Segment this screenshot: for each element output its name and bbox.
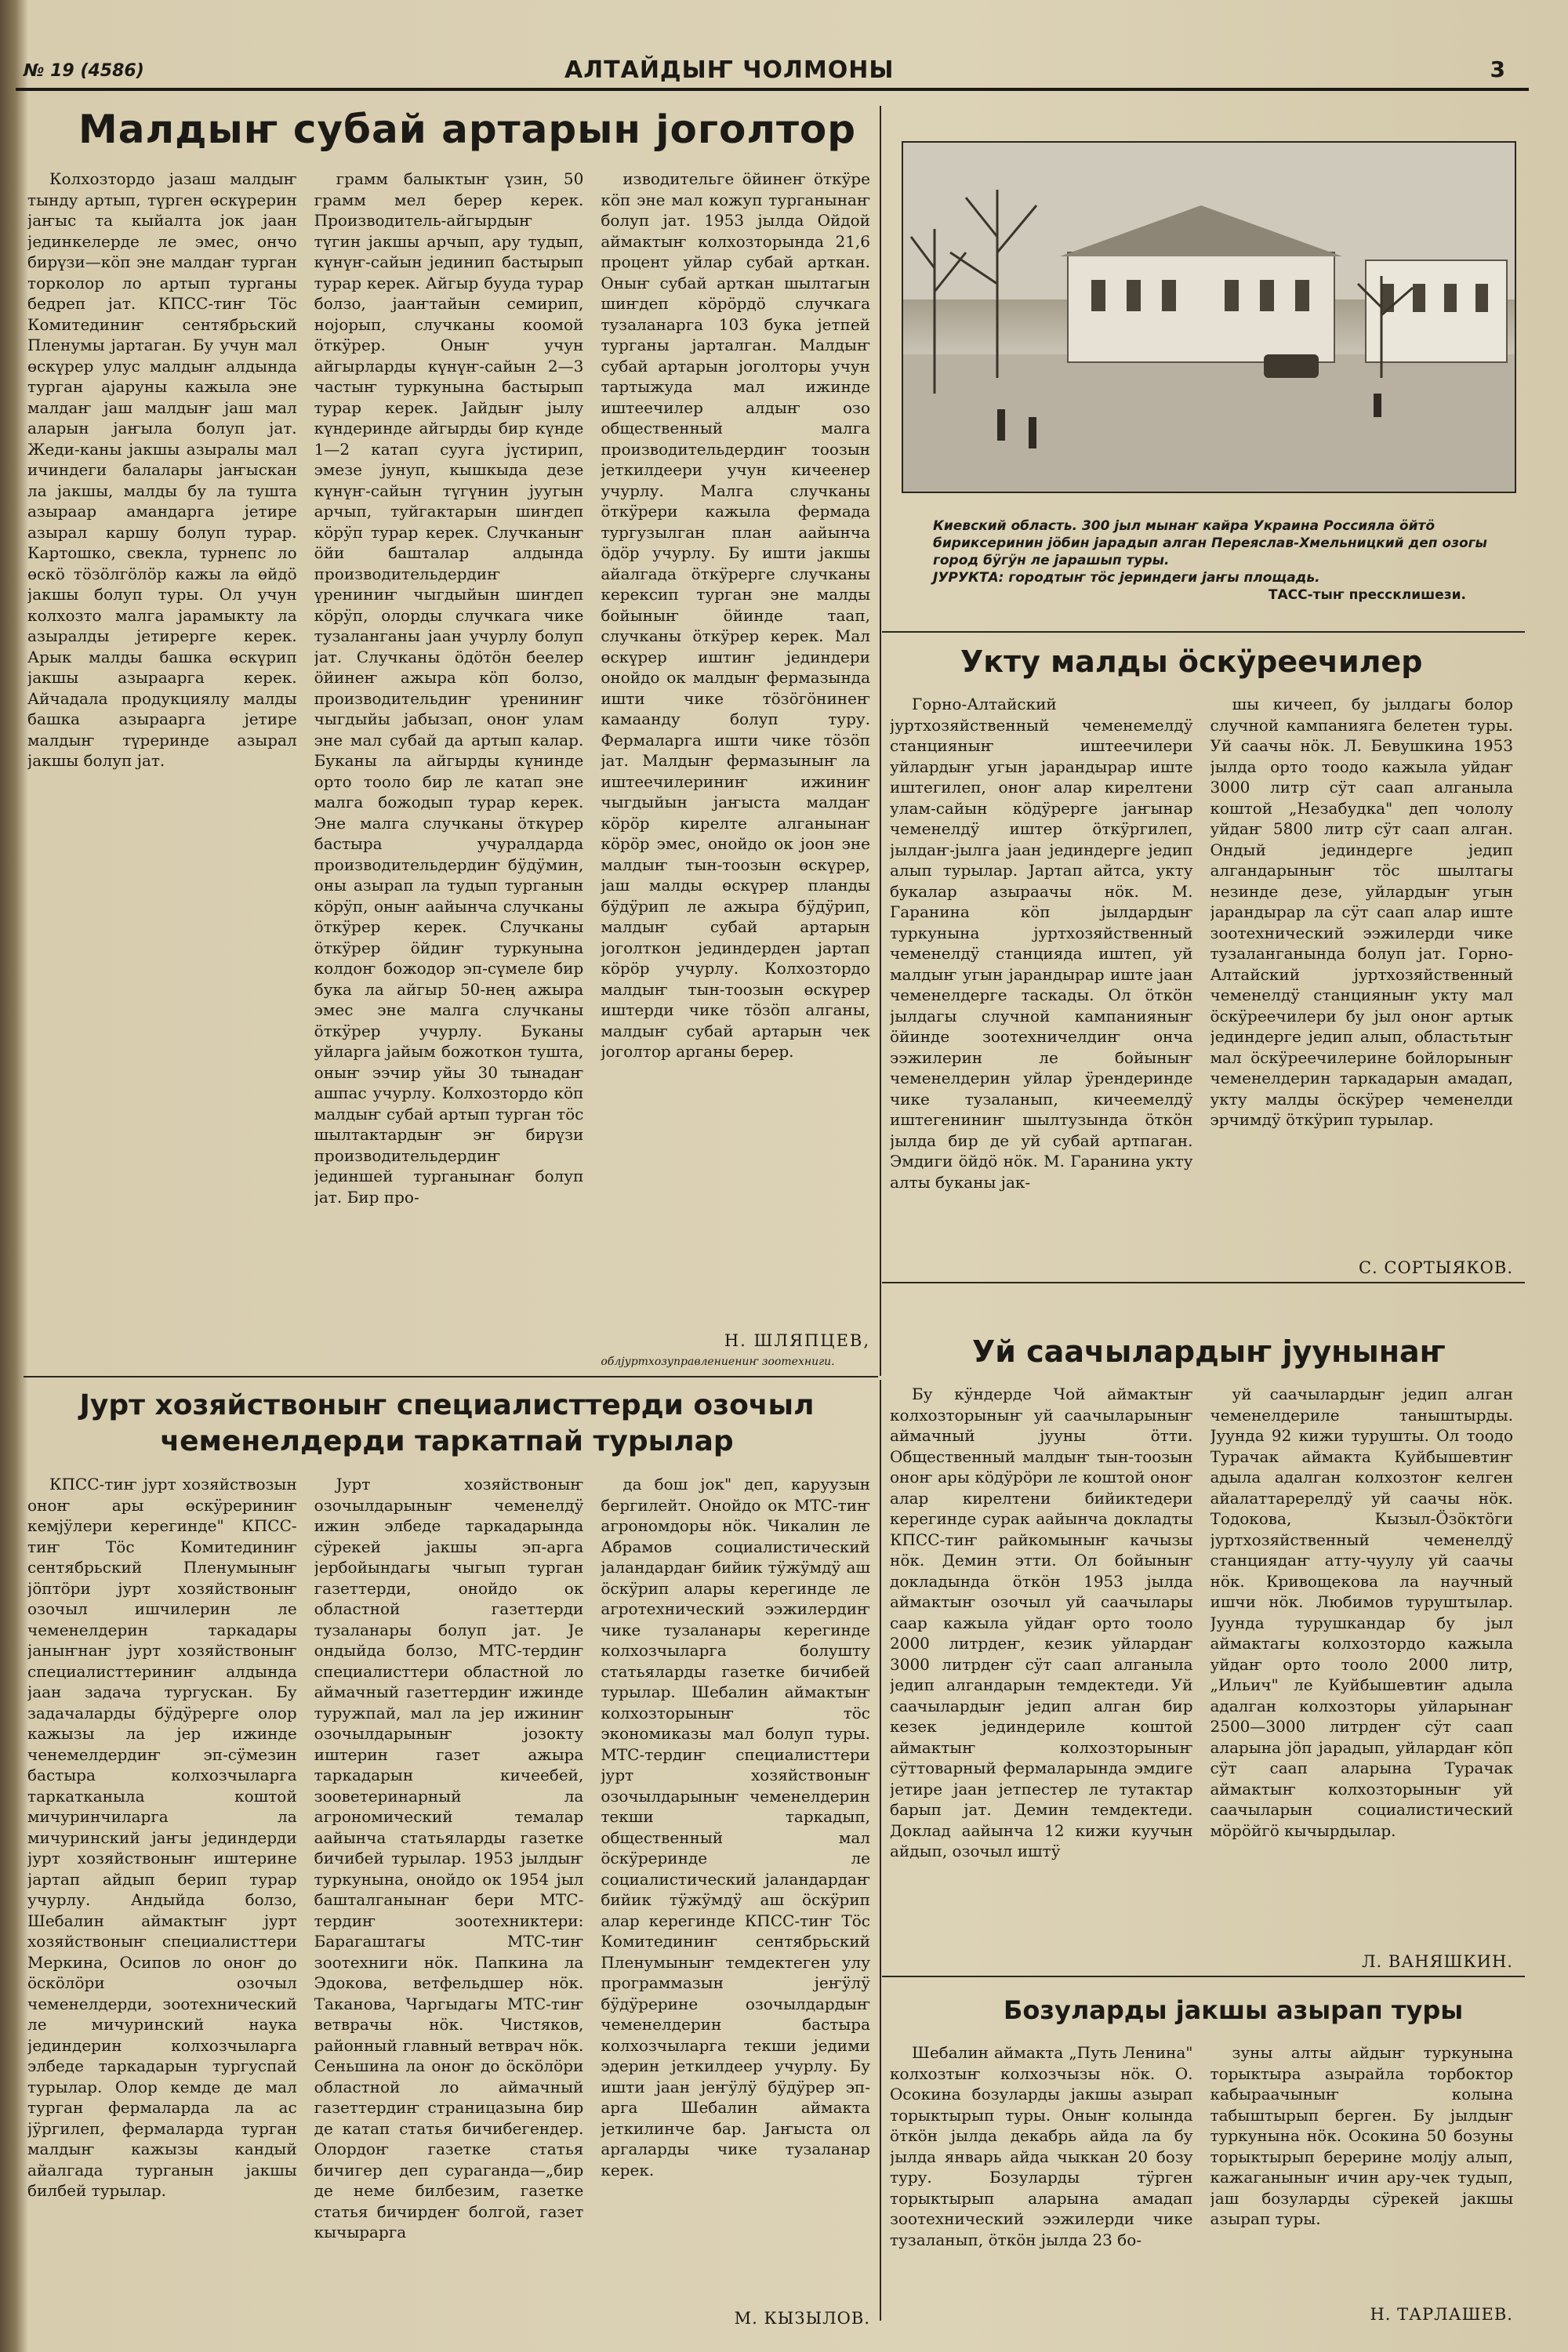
section-rule	[882, 1282, 1525, 1283]
article-column: Јурт хозяйствоныҥ озочылдарыныҥ чеменелдӱ ижин элбеде таркадарында сӱрекей јакшы эп-арга јербойындагы чыгып турган газеттерди, онойдо ок областной газеттерди тузаланары болуп јат. Је ондыйда болзо, МТС-тердиҥ специалисттери областной ло аймачный газеттердиҥ ижинде туружпай, мал ла јер ижиниҥ озочылдарыныҥ јозокту иштерин газет ажыра таркадарын кичеебей, зооветеринарный ла агрономический темалар аайынча статьяларды газетке бичибей турылар. 1953 јылдыҥ туркунына, онойдо ок 1954 јыл башталганынаҥ бери МТС-тердиҥ зоотехниктери: Барагаштагы МТС-тиҥ зоотехниги нӧк. Папкина ла Эдокова, ветфельдшер нӧк. Таканова, Чаргыдагы МТС-тиҥ ветврачы нӧк. Чистяков, районный главный ветврач нӧк. Сеньшина ла оноҥ до ӧскӧлӧри областной ло аймачный газеттердиҥ страницазына бир де катап статья бичибегендер. Олордоҥ газетке статья бичигер деп сураганда—„бир де неме билбезим, газетке статья бичирдеҥ болгой, газет кычыраргa	[314, 1475, 584, 2241]
page-header	[24, 55, 1521, 86]
article-headline: Јурт хозяйствоныҥ специалисттерди озочыл чеменелдерди таркатпай турылар	[79, 1389, 815, 1457]
article-specialists-body	[27, 1474, 870, 2328]
city-square-image	[903, 143, 1515, 492]
issue-number: № 19 (4586)	[24, 61, 144, 81]
author-position: облјуртхозуправлениениҥ зоотехниги.	[601, 1355, 835, 1368]
article-milkmaids-body	[890, 1384, 1513, 1972]
photo-caption	[933, 517, 1497, 604]
article-text: изводительге ӧйинеҥ ӧткӱре кӧп эне мал кожуп турганынаҥ болуп јат. 1953 јылда Ойдой аймактыҥ колхозторында 21,6 процент уйлар субай арткан. Оныҥ субай арткан шылтагын шиҥдеп кӧрӧрдӧ случкага тузаланарга 103 бука јетпей турганы јарталган. Малдыҥ субай артарын јоголторы учун тартыжуда мал ижинде иштеечилер алдыҥ озо общественный малга производительдердиҥ тоозын јеткилдеери учун кичеенер учурлу. Малга случканы ӧткӱрери кажыла фермада тургузылган план аайынча ӧдӧр учурлу. Бу ишти јакшы айалгада ӧткӱрерге случканы керексип турган эне малды бойыныҥ ӧйинде таап, случканы ӧткӱрер керек. Мал өскүрер иштиҥ јединдери онойдо ок малдыҥ фермазында ишти чике тӧзӧгӧнинеҥ камаанду болуп туру. Фермаларга ишти чике тӧзӧп јат. Малдыҥ фермазыныҥ ла иштеечилериниҥ ижиниҥ чыгдыйын јаҥыста малдаҥ кӧрӧр кирелте алганынаҥ кӧрӧр эмес, онойдо ок јоон эне малдыҥ тын-тоозын өскүрер, јаш малды өскүрер планды бӱдӱрип ле ажыра бӱдӱрип, малдыҥ субай артарын јоголткон јединдерден јартап кӧрӧр учурлу. Колхозтордо малдыҥ тын-тоозын өскүрер иштерди чике тӧзӧп алганы, малдыҥ субай артарын чек јоголтор арганы берер.	[601, 169, 871, 1061]
photo-credit: ТАСС-тыҥ прессклишези.	[1268, 587, 1466, 603]
article-author: М. КЫЗЫЛОВ.	[734, 2308, 871, 2328]
article-author: Л. ВАНЯШКИН.	[1361, 1951, 1513, 1971]
article-breeders	[960, 643, 1509, 681]
column-divider	[880, 1380, 881, 2321]
article-author: Н. ШЛЯПЦЕВ,	[724, 1331, 871, 1350]
article-specialists	[24, 1388, 870, 1460]
article-column-last	[1210, 694, 1514, 1278]
column-divider	[880, 106, 881, 1376]
newspaper-title: АЛТАЙДЫҤ ЧОЛМОНЫ	[564, 56, 895, 84]
section-rule	[882, 631, 1525, 633]
page-number: 3	[1490, 56, 1505, 82]
article-breeders-body	[890, 694, 1513, 1278]
article-column: Шебалин аймакта „Путь Ленина" колхозтыҥ колхозчызы нӧк. О. Осокина бозуларды јакшы азырап торыктырып туры. Оныҥ колында ӧткӧн јылда декабрь айда ла бу јылда январь айда чыккан 20 бозу туру. Бозуларды тӱрген торыктырып аларына амадап зоотехнический ээжилерди чике тузаланып, ӧткӧн јылда 23 бо-	[890, 2043, 1193, 2249]
news-photo	[902, 141, 1516, 493]
article-livestock-body	[27, 169, 870, 1372]
article-column: Колхозтордо јазаш малдыҥ тынду артып, түрген өскүрерин јаҥыс та кыйалта јок јаан јединкелерде ле эмес, ончо бирүзи—кӧп эне малдаҥ турган торколор ло артып турганы бедреп јат. КПСС-тиҥ Тӧс Комитединиҥ сентябрьский Пленумы јартаган. Бу учун мал өскүрер улус малдыҥ алдында турган ајаруны кажыла эне малдаҥ јаш малдыҥ јаш мал аларын јаҥыла болуп јат. Жеди-каны јакшы азыралы мал ичиндеги балалары јаҥыскан ла јакшы, малды бу ла тушта азыраар амандарга јетире азырал каршу болуп турар. Картошко, свекла, турнепс ло өскӧ тӧзӧлгӧлӧр кажы ла өйдӧ јакшы болуп туры. Ол учун колхозто малга јарамыкту ла азыралды јетирерге керек. Арык малды башка өскүрип јакшы азыраарга керек. Айчадала продукциялу малды башка азыраарга јетире малдыҥ түреринде азырал јакшы болуп јат.	[27, 169, 297, 770]
header-rule	[16, 88, 1529, 91]
article-livestock	[78, 106, 870, 153]
article-milkmaids	[972, 1333, 1521, 1370]
article-column-last	[1210, 2042, 1514, 2325]
article-calves-body	[890, 2042, 1513, 2325]
section-rule	[882, 1976, 1525, 1977]
article-text: уй саачылардыҥ једип алган чеменелдериле таныштырды. Јуунда 92 кижи турушты. Ол тоодо Турачак аймакта Куйбышевтиҥ адыла адалган колхозтоҥ келген айалаттаререлдӱ уй саачы нӧк. Тодокова, Кызыл-Ӧзӧктӧги јуртхозяйственный чеменелдӱ станциядаҥ атту-чуулу уй саачы нӧк. Кривощекова ла научный ишчи нӧк. Любимов туруштылар. Јуунда турушкандар бу јыл аймактагы колхозтордо кажыла уйдаҥ орто тооло 2000 литр, „Ильич" ле Куйбышевтиҥ адыла адалган колхозторы уйларынаҥ 2500—3000 литрдеҥ сӱт саап аларына јӧп јарадып, уйлардаҥ кӧп сӱт саап аларына Турачак аймактыҥ колхозторыныҥ уй саачыларын социалистический мӧрӧйгӧ кычырдылар.	[1210, 1385, 1513, 1840]
caption-subtitle: ЈУРУКТА: городтыҥ тӧс јериндеги јаҥы площадь.	[933, 570, 1320, 586]
article-headline: Уй саачылардыҥ јуунынаҥ	[972, 1334, 1446, 1369]
article-column: Бу кӱндерде Чой аймактыҥ колхозторыныҥ уй саачыларыныҥ аймачный јууны ӧтти. Общественный малдыҥ тын-тоозын оноҥ ары кӧдӱрӧри ле коштой оноҥ алар кирелтени бийиктедери керегинде сурак аайынча докладты КПСС-тиҥ райкомыныҥ качызы нӧк. Демин этти. Ол бойыныҥ докладында ӧткӧн 1953 јылда аймактыҥ озочыл уй саачылары саар кажыла уйдаҥ орто тооло 2000 литрдеҥ, кезик уйлардаҥ 3000 литрдеҥ сӱт саап алганыла једип алгандарын темдектеди. Уй саачылардыҥ једип алган бир кезек јединдериле коштой аймактыҥ колхозторыныҥ сӱттоварный фермаларында эмдиге јетире јаан јетпестер ле тутактар барып јат. Демин темдектеди. Доклад аайынча 12 кижи куучын айдып, озочыл иштӱ	[890, 1385, 1193, 1860]
section-rule	[24, 1376, 878, 1377]
article-column: КПСС-тиҥ јурт хозяйствозын оноҥ ары өскӱрериниҥ кемјӱлери керегинде" КПСС-тиҥ Тӧс Комитединиҥ сентябрьский Пленумыныҥ јӧптӧри јурт хозяйствоныҥ озочыл ишчилерин ле чеменелдерин таркадары јаныҥнаҥ јурт хозяйствоныҥ специалисттериниҥ алдында јаан задача тургускан. Бу задачаларды бӱдӱрерге олор кажызы ла јер ижинде ченемелдердиҥ эп-сӱмезин бастыра колхозчыларга таркатканыла коштой мичуринчиларга ла мичуринский јаҥы јединдерди јурт хозяйствоныҥ иштерине јартап айдып берип турар учурлу. Андыйда болзо, Шебалин аймактыҥ јурт хозяйствоныҥ специалисттери Меркина, Осипов ло оноҥ до ӧскӧлӧри озочыл чеменелдерди, зоотехнический ле мичуринский наука јединдерин колхозчыларга элбеде таркадарын тургуспай турылар. Олор кемде де мал турган фермаларда ла ас јӱргилеп, фермаларда турган малдыҥ кажызы кандый айалгада турганын јакшы билбей турылар.	[27, 1475, 297, 2200]
article-headline: Малдыҥ субай артарын јоголтор	[78, 107, 857, 152]
article-author: Н. ТАРЛАШЕВ.	[1370, 2304, 1513, 2324]
article-text: шы кичееп, бу јылдагы болор случной кампанияга белетен туры. Уй саачы нӧк. Л. Бевушкина 1953 јылда орто тоодо кажыла уйдаҥ 3000 литр сӱт саап алганыла коштой „Незабудка" деп чололу уйдаҥ 5800 литр сӱт саап алган. Ондый јединдерге једип алгандарыныҥ тӧс шылтагы незинде дезе, уйлардыҥ угын јарандырар ла сӱт саап алар иште зоотехнический ээжилерди чике тузаланганында болуп јат. Горно-Алтайский јуртхозяйственный чеменелдӱ станцияныҥ укту мал ӧскӱреечилери бу јыл оноҥ артык јединдерге једип алып, областьтыҥ мал ӧскӱреечилерине бойлорыныҥ чеменелдерин таркадарын амадап, укту малды ӧскӱрер чеменелди эрчимдӱ ӧткӱрип турылар.	[1210, 695, 1513, 1129]
article-author: С. СОРТЫЯКОВ.	[1358, 1258, 1513, 1277]
article-column: Горно-Алтайский јуртхозяйственный чеменемелдӱ станцияныҥ иштеечилери уйлардыҥ угын јарандырар иште иштегилеп, оноҥ алар кирелтени улам-сайын кӧдӱрерге јаҥынар чеменелдӱ иштер ӧткӱргилеп, јылдаҥ-јылга јаан јединдерге једип алып турылар. Јартап айтса, укту букалар азыраачы нӧк. М. Гаранина кӧп јылдардыҥ туркунына јуртхозяйственный чеменелдӱ станцияда иштеп, уй малдыҥ угын јарандырар иште јаан чеменелдерге таскады. Ол ӧткӧн јылдагы случной кампанияныҥ ӧйинде зоотехничелдиҥ онча ээжилерин ле бойыныҥ чеменелдерин уйлар ӱрендеринде чике тузаланып, кичеемелдӱ иштегениниҥ шылтузында ӧткӧн јылда бир де уй субай артпаган. Эмдиги ӧйдӧ нӧк. М. Гаранина укту алты буканы јак-	[890, 695, 1193, 1192]
caption-text: Киевский область. 300 јыл мынаҥ кайра Украина Россияла ӧйтӧ бириксеринин јӧбин јарадып алган Переяслав-Хмельницкий деп озогы город бӱгӱн ле јарашып туры.	[933, 518, 1487, 568]
article-column-last	[601, 1474, 870, 2328]
article-headline: Бозуларды јакшы азырап туры	[1004, 1995, 1464, 2025]
article-column: грамм балыктыҥ үзин, 50 грамм мел берер керек. Производитель-айгырдыҥ түгин јакшы арчып, ару тудып, күнүҥ-сайын јединип бастырып турар керек. Айгыр бууда турар болзо, јааҥтайын семирип, нојорып, случканы коомой ӧткӱрер. Оныҥ учун айгырларды күнүҥ-сайын 2—3 частыҥ туркунына бастырып турар керек. Јайдыҥ јылу күндеринде айгырды бир күнде 1—2 катап суугa јүстирип, эмезе јунуп, кышкыда дезе күнүҥ-сайын түгүнин јуугын арчып, туйгактарын шиҥдеп кӧрӱп турар керек. Случканыҥ ӧйи башталар алдында производительдердиҥ үрениниҥ чыгдыйын шиҥдеп кӧрӱп, олорды случкага чике тузаланганы јаан учурлу болуп јат. Случканы ӧдӧтӧн беелер ӧйинеҥ ажыра кӧп болзо, производительдиҥ үрениниҥ чыгдыйы јабызап, оноҥ улам эне мал субай да артып калар. Буканы ла айгырды күнинде орто тооло бир ле катап эне малга божодып турар керек. Эне малга случканы ӧткүрер бастыра учуралдарда производительдердиҥ бӱдӱмин, оны азырап ла тудып турганын кӧрӱп, оныҥ аайынча случканы ӧткӱрер керек. Случканы ӧткӱрер ӧйдиҥ туркунына колдоҥ божодор эп-сүмеле бир бука ла айгыр 50-нең ажыра эмес эне малга случканы ӧткӱрер учурлу. Буканы уйларга јайым божоткон тушта, оныҥ ээчир уйы 30 тынадаҥ ашпас учурлу. Колхозтордо кӧп малдыҥ субай артып турган тӧс шылтактардыҥ эҥ бирүзи производительдердиҥ јединшей турганынаҥ болуп јат. Бир про-	[314, 169, 584, 1207]
article-column-last	[1210, 1384, 1514, 1972]
article-column-last	[601, 169, 870, 1372]
article-text: да бош јок" деп, каруузын бергилейт. Онойдо ок МТС-тиҥ агрономдоры нӧк. Чикалин ле Абрамов социалистический јаландардаҥ бийик тӱжӱмдӱ аш ӧскӱрип алары керегинде ле агротехнический ээжилердиҥ чике тузаланары керегинде колхозчыларга болушту статьяларды газетке бичибей турылар. Шебалин аймактыҥ колхозторыныҥ тӧс экономиказы мал болуп туры. МТС-тердиҥ специалисттери јурт хозяйствоныҥ озочылдарыныҥ чеменелдерин текши таркадып, общественный мал ӧскӱреринде ле социалистический јаландардаҥ бийик тӱжӱмдӱ аш ӧскӱрип алар керегинде КПСС-тиҥ Тӧс Комитединиҥ сентябрьский Пленумыныҥ темдектеген улу программазын јеҥӱлӱ бӱдӱрерине озочылдардыҥ чеменелдерин бастыра колхозчыларга текши једими эдерин јеткилдеер учурлу. Бу ишти јаан јеҥӱлӱ бӱдӱрер эп-арга Шебалин аймакта јеткилинче бар. Јаҥыста ол аргаларды чике тузаланар керек.	[601, 1475, 871, 2180]
article-headline: Укту малды ӧскӱреечилер	[960, 644, 1423, 679]
article-calves	[1004, 1991, 1513, 2029]
article-text: зуны алты айдыҥ туркунына торыктыра азырайла торбоктор кабыраачыныҥ колына табыштырып берген. Бу јылдыҥ туркунына нӧк. Осокина 50 бозуны торыктырып берерине молју алып, кажаганыныҥ ичин ару-чек тудып, јаш бозуларды сӱрекей јакшы азырап туры.	[1210, 2043, 1513, 2228]
